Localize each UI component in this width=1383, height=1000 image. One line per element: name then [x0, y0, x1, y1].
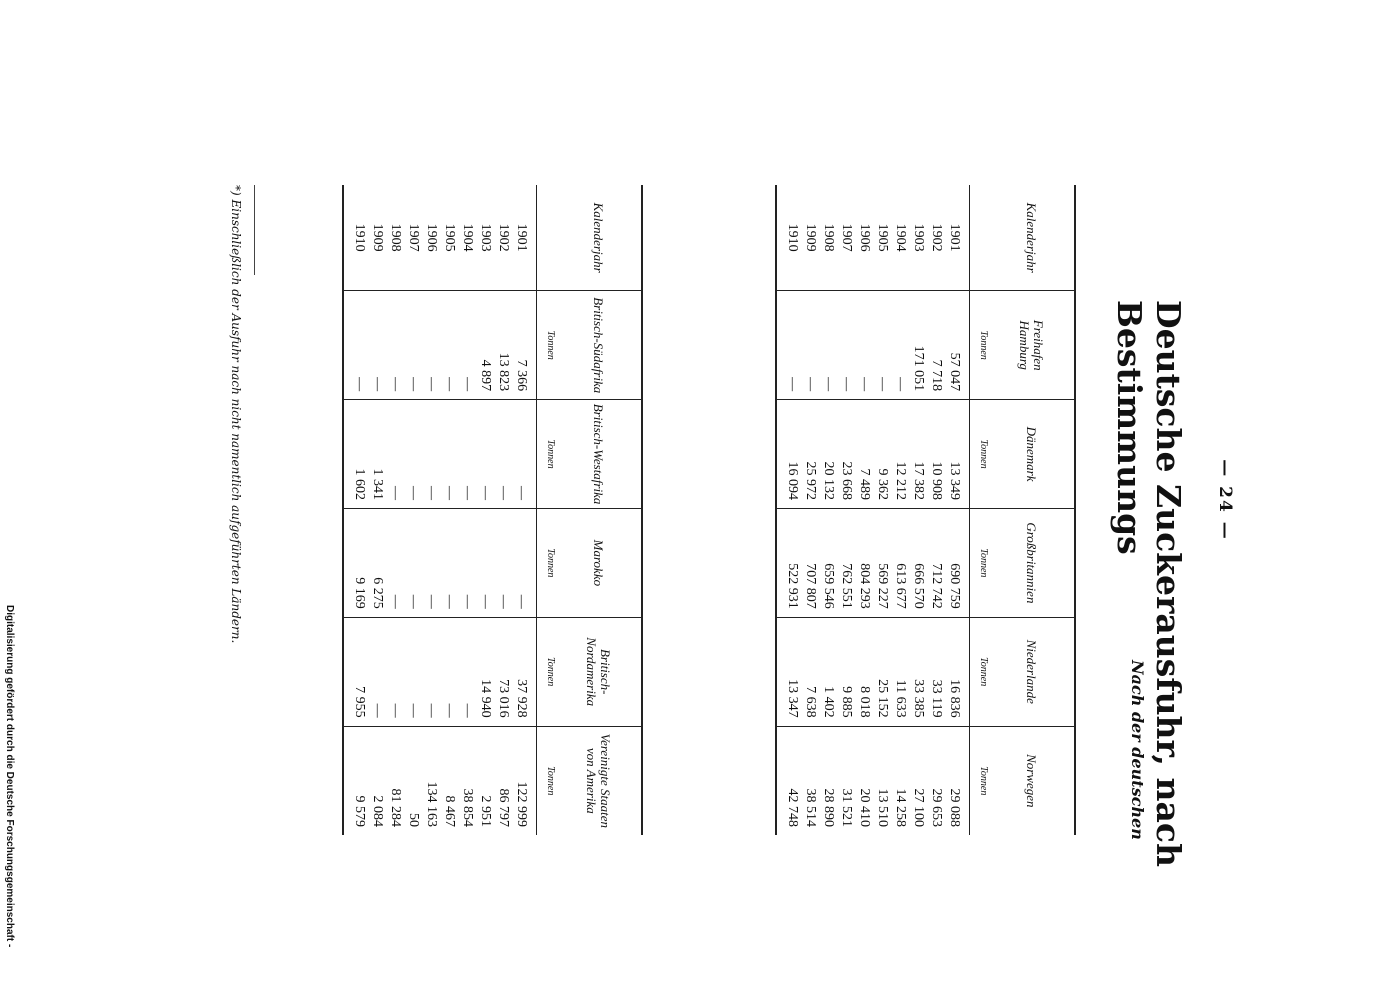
table-row [776, 185, 801, 835]
table-row [837, 185, 855, 835]
table-row [343, 185, 368, 835]
value-cell: 13 347 [776, 617, 801, 726]
table-row [368, 185, 386, 835]
value-cell: 7 489 [855, 400, 873, 509]
value-cell: 9 579 [343, 726, 368, 835]
value-cell: 42 748 [776, 726, 801, 835]
value-cell: 7 955 [343, 617, 368, 726]
value-cell: — [404, 291, 422, 400]
value-cell: — [368, 617, 386, 726]
value-cell: — [422, 617, 440, 726]
value-cell: 804 293 [855, 508, 873, 617]
value-cell: — [422, 291, 440, 400]
value-cell: 8 467 [440, 726, 458, 835]
value-cell: — [837, 291, 855, 400]
value-cell: 1 402 [819, 617, 837, 726]
column-header: Niederlande [992, 617, 1075, 726]
table-row [440, 185, 458, 835]
year-cell: 1905 [875, 223, 890, 252]
value-cell: — [801, 291, 819, 400]
page-subtitle: Nach der deutschen [1128, 660, 1147, 840]
value-cell: 20 132 [819, 400, 837, 509]
value-cell: 613 677 [891, 508, 909, 617]
value-cell: — [476, 508, 494, 617]
value-cell: 29 088 [945, 726, 970, 835]
table-row [476, 185, 494, 835]
value-cell: 17 382 [909, 400, 927, 509]
year-cell: 1904 [893, 223, 908, 252]
table-row [855, 185, 873, 835]
year-cell: 1910 [776, 185, 801, 291]
value-cell: 86 797 [494, 726, 512, 835]
table-row [927, 185, 945, 835]
value-cell: 20 410 [855, 726, 873, 835]
value-cell: 33 385 [909, 617, 927, 726]
value-cell: — [386, 291, 404, 400]
value-cell: — [512, 508, 537, 617]
value-cell: — [458, 617, 476, 726]
table-body [343, 185, 537, 835]
value-cell: 9 169 [343, 508, 368, 617]
value-cell: 33 119 [927, 617, 945, 726]
value-cell: — [476, 400, 494, 509]
column-header: Britisch-Westafrika [559, 400, 642, 509]
table-row [404, 185, 422, 835]
table-row [891, 185, 909, 835]
year-cell: 1903 [911, 223, 926, 252]
value-cell: 38 854 [458, 726, 476, 835]
year-cell: 1907 [406, 223, 421, 252]
year-cell: 1904 [460, 223, 475, 252]
page-title: Deutsche Zuckerausfuhr, nach Bestimmungs [1110, 300, 1188, 867]
year-cell: 1901 [514, 223, 529, 252]
value-cell: 569 227 [873, 508, 891, 617]
unit-cell-empty [537, 185, 560, 291]
value-cell: — [368, 291, 386, 400]
year-cell: 1906 [857, 223, 872, 252]
column-header: Marokko [559, 508, 642, 617]
value-cell: 11 633 [891, 617, 909, 726]
footnote-divider [254, 185, 255, 275]
value-cell: 9 885 [837, 617, 855, 726]
value-cell: — [422, 508, 440, 617]
year-cell: 1902 [496, 223, 511, 252]
table-row [909, 185, 927, 835]
unit-label: Tonnen [537, 291, 560, 400]
table-row [819, 185, 837, 835]
value-cell: 81 284 [386, 726, 404, 835]
value-cell: — [404, 508, 422, 617]
column-header: Kalenderjahr [559, 185, 642, 291]
value-cell: 73 016 [494, 617, 512, 726]
value-cell: 25 152 [873, 617, 891, 726]
digitization-note: Digitalisierung gefördert durch die Deutsche Forschungsgemeinschaft - [4, 605, 15, 948]
page-number: — 24 — [1215, 459, 1235, 541]
unit-label: Tonnen [537, 617, 560, 726]
year-cell: 1909 [370, 223, 385, 252]
value-cell: 659 546 [819, 508, 837, 617]
value-cell: 14 940 [476, 617, 494, 726]
column-header: Britisch-Nordamerika [559, 617, 642, 726]
value-cell: — [819, 291, 837, 400]
value-cell: 16 836 [945, 617, 970, 726]
value-cell: 522 931 [776, 508, 801, 617]
value-cell: 7 718 [927, 291, 945, 400]
unit-label: Tonnen [970, 400, 993, 509]
value-cell: — [404, 400, 422, 509]
year-cell: 1905 [442, 223, 457, 252]
column-header: Britisch-Südafrika [559, 291, 642, 400]
value-cell: 2 084 [368, 726, 386, 835]
value-cell: 27 100 [909, 726, 927, 835]
year-cell: 1901 [947, 223, 962, 252]
value-cell: 50 [404, 726, 422, 835]
table-row [801, 185, 819, 835]
value-cell: 37 928 [512, 617, 537, 726]
value-cell: — [440, 291, 458, 400]
value-cell: 7 638 [801, 617, 819, 726]
value-cell: 57 047 [945, 291, 970, 400]
value-cell: 1 341 [368, 400, 386, 509]
value-cell: — [512, 400, 537, 509]
value-cell: 6 275 [368, 508, 386, 617]
value-cell: 1 602 [343, 400, 368, 509]
table-row [458, 185, 476, 835]
year-cell: 1906 [424, 223, 439, 252]
value-cell: 122 999 [512, 726, 537, 835]
column-header: Dänemark [992, 400, 1075, 509]
column-header: Norwegen [992, 726, 1075, 835]
year-cell: 1908 [821, 223, 836, 252]
unit-label: Tonnen [537, 508, 560, 617]
value-cell: — [891, 291, 909, 400]
value-cell: — [422, 400, 440, 509]
value-cell: 25 972 [801, 400, 819, 509]
value-cell: 134 163 [422, 726, 440, 835]
year-cell: 1908 [388, 223, 403, 252]
value-cell: — [386, 400, 404, 509]
unit-label: Tonnen [970, 508, 993, 617]
value-cell: 666 570 [909, 508, 927, 617]
unit-cell-empty [970, 185, 993, 291]
value-cell: 28 890 [819, 726, 837, 835]
value-cell: 13 349 [945, 400, 970, 509]
value-cell: — [458, 508, 476, 617]
year-cell: 1902 [929, 223, 944, 252]
year-cell: 1903 [478, 223, 493, 252]
value-cell: 762 551 [837, 508, 855, 617]
export-table-1 [775, 185, 1076, 835]
value-cell: 13 823 [494, 291, 512, 400]
table-row [512, 185, 537, 835]
table-row [873, 185, 891, 835]
value-cell: — [855, 291, 873, 400]
value-cell: — [776, 291, 801, 400]
value-cell: — [440, 508, 458, 617]
value-cell: 31 521 [837, 726, 855, 835]
year-cell: 1910 [343, 185, 368, 291]
value-cell: 712 742 [927, 508, 945, 617]
column-header: Freihafen Hamburg [992, 291, 1075, 400]
value-cell: 13 510 [873, 726, 891, 835]
value-cell: 8 018 [855, 617, 873, 726]
table-row [386, 185, 404, 835]
value-cell: 29 653 [927, 726, 945, 835]
value-cell: — [386, 617, 404, 726]
value-cell: 4 897 [476, 291, 494, 400]
year-cell: 1907 [839, 223, 854, 252]
unit-label: Tonnen [537, 726, 560, 835]
value-cell: 690 759 [945, 508, 970, 617]
value-cell: — [458, 400, 476, 509]
unit-label: Tonnen [970, 726, 993, 835]
column-header: Kalenderjahr [992, 185, 1075, 291]
value-cell: — [404, 617, 422, 726]
value-cell: 10 908 [927, 400, 945, 509]
unit-label: Tonnen [970, 291, 993, 400]
column-header: Vereinigte Staaten von Amerika [559, 726, 642, 835]
value-cell: — [440, 617, 458, 726]
unit-label: Tonnen [970, 617, 993, 726]
table-row [422, 185, 440, 835]
value-cell: 14 258 [891, 726, 909, 835]
value-cell: 7 366 [512, 291, 537, 400]
value-cell: 9 362 [873, 400, 891, 509]
value-cell: — [494, 400, 512, 509]
value-cell: — [873, 291, 891, 400]
value-cell: — [386, 508, 404, 617]
value-cell: — [343, 291, 368, 400]
table-row [945, 185, 970, 835]
value-cell: 12 212 [891, 400, 909, 509]
value-cell: — [440, 400, 458, 509]
value-cell: — [494, 508, 512, 617]
value-cell: 38 514 [801, 726, 819, 835]
value-cell: — [458, 291, 476, 400]
column-header: Großbritannien [992, 508, 1075, 617]
value-cell: 171 051 [909, 291, 927, 400]
export-table-2 [342, 185, 643, 835]
unit-label: Tonnen [537, 400, 560, 509]
value-cell: 16 094 [776, 400, 801, 509]
value-cell: 23 668 [837, 400, 855, 509]
value-cell: 707 807 [801, 508, 819, 617]
table-row [494, 185, 512, 835]
footnote: *) Einschließlich der Ausfuhr nach nicht namentlich aufgeführten Ländern. [229, 185, 243, 644]
year-cell: 1909 [803, 223, 818, 252]
value-cell: 2 951 [476, 726, 494, 835]
table-body [776, 185, 970, 835]
